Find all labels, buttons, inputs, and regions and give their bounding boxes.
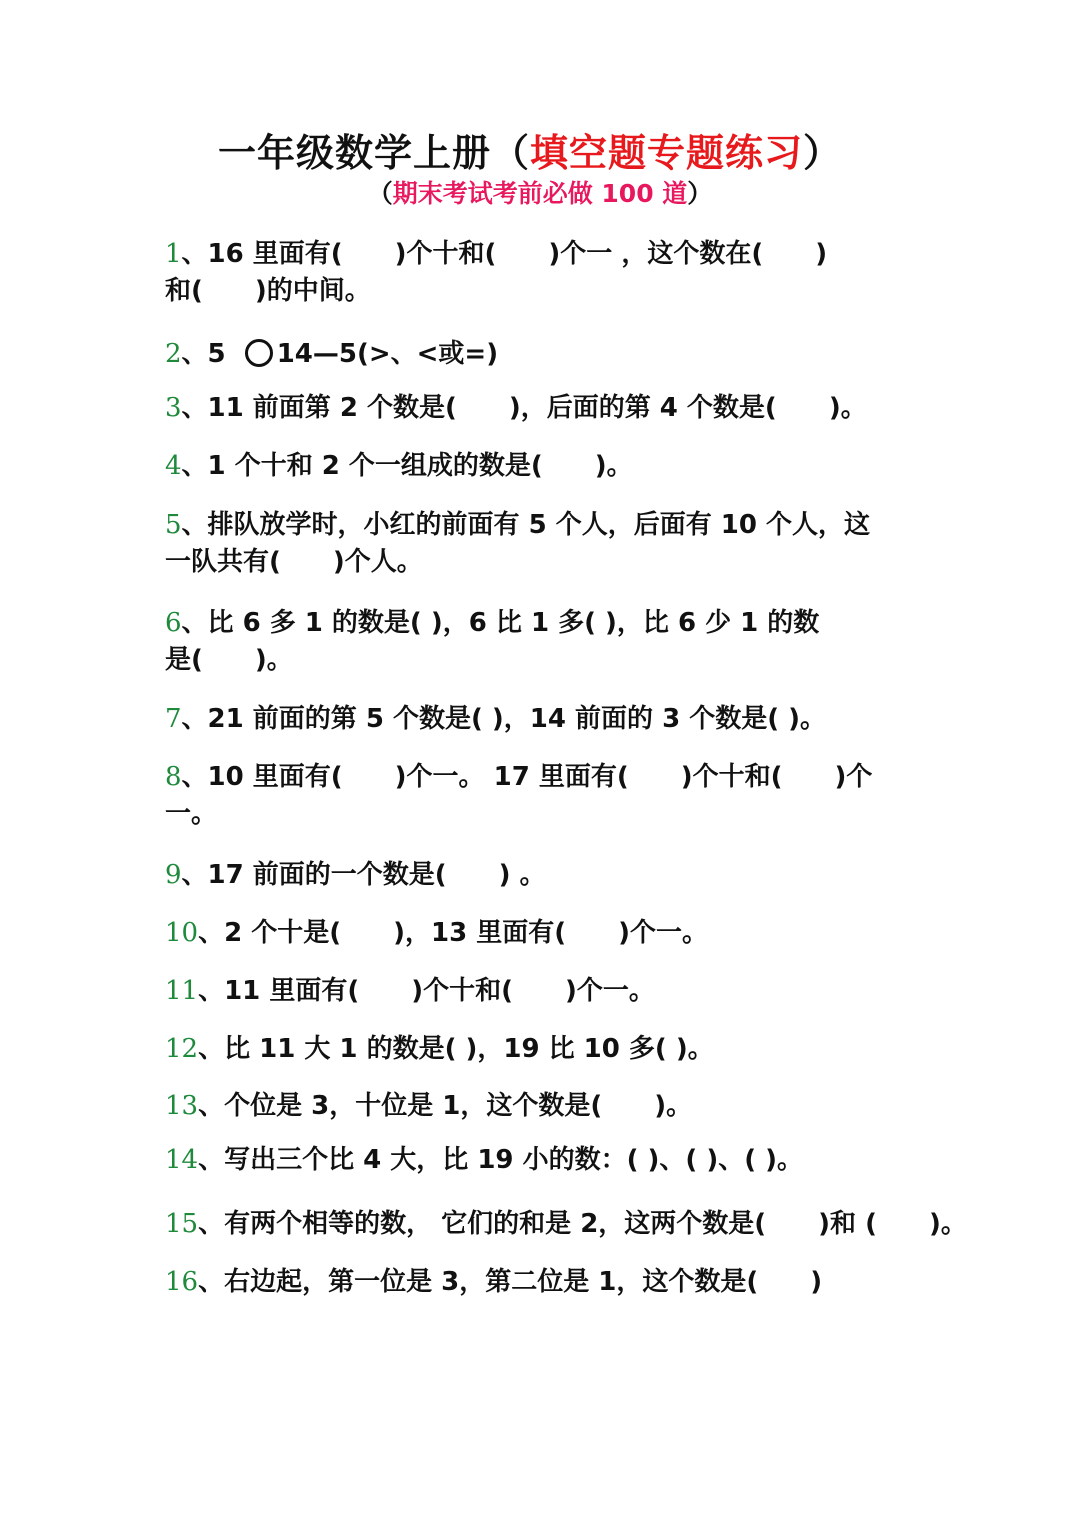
compare-circle-icon bbox=[245, 339, 273, 367]
question-text: 、有两个相等的数， 它们的和是 2，这两个数是( )和 ( )。 bbox=[198, 1209, 967, 1239]
page-title bbox=[0, 128, 1060, 178]
question-text-line2: 一队共有( )个人。 bbox=[165, 547, 423, 577]
question-number: 5 bbox=[165, 510, 182, 540]
question-1 bbox=[165, 236, 925, 310]
question-number: 8 bbox=[165, 762, 182, 792]
question-12 bbox=[165, 1031, 925, 1068]
question-text: 、17 前面的一个数是( ) 。 bbox=[181, 860, 546, 890]
question-number: 16 bbox=[165, 1267, 199, 1297]
question-number: 10 bbox=[165, 918, 199, 948]
question-text: 、5 bbox=[181, 339, 235, 369]
question-9 bbox=[165, 857, 925, 894]
subtitle-open: （ bbox=[367, 179, 393, 208]
title-close: ） bbox=[803, 131, 843, 175]
question-number: 15 bbox=[165, 1209, 199, 1239]
question-8 bbox=[165, 759, 925, 833]
question-number: 7 bbox=[165, 704, 182, 734]
question-text: 、11 前面第 2 个数是( )，后面的第 4 个数是( )。 bbox=[181, 393, 867, 423]
question-text: 、写出三个比 4 大，比 19 小的数：( )、( )、( )。 bbox=[198, 1145, 804, 1175]
question-text-line2: 和( )的中间。 bbox=[165, 276, 371, 306]
question-text: 、2 个十是( )，13 里面有( )个一。 bbox=[198, 918, 709, 948]
question-number: 6 bbox=[165, 608, 182, 638]
question-number: 1 bbox=[165, 239, 182, 269]
question-13 bbox=[165, 1088, 925, 1125]
subtitle-text: 期末考试考前必做 100 道 bbox=[392, 179, 688, 208]
question-3 bbox=[165, 390, 925, 427]
question-number: 12 bbox=[165, 1034, 199, 1064]
question-text-line2: 是( )。 bbox=[165, 645, 293, 675]
question-7 bbox=[165, 701, 925, 738]
question-16 bbox=[165, 1264, 925, 1301]
question-number: 3 bbox=[165, 393, 182, 423]
question-text: 、比 11 大 1 的数是( )，19 比 10 多( )。 bbox=[198, 1034, 714, 1064]
question-text-after: 14—5(>、<或=) bbox=[276, 339, 499, 369]
question-5 bbox=[165, 507, 925, 581]
question-text: 、10 里面有( )个一。 17 里面有( )个十和( )个 bbox=[181, 762, 873, 792]
title-main: 一年级数学上册（ bbox=[217, 131, 530, 175]
question-text: 、排队放学时，小红的前面有 5 个人，后面有 10 个人，这 bbox=[181, 510, 871, 540]
question-15 bbox=[165, 1206, 967, 1243]
subtitle-close: ） bbox=[687, 179, 713, 208]
question-text: 、21 前面的第 5 个数是( )，14 前面的 3 个数是( )。 bbox=[181, 704, 827, 734]
title-highlight: 填空题专题练习 bbox=[529, 131, 803, 175]
page-subtitle bbox=[0, 176, 1080, 212]
question-6 bbox=[165, 605, 925, 679]
question-14 bbox=[165, 1142, 925, 1179]
question-10 bbox=[165, 915, 925, 952]
question-text: 、个位是 3，十位是 1，这个数是( )。 bbox=[198, 1091, 693, 1121]
question-text: 、1 个十和 2 个一组成的数是( )。 bbox=[181, 451, 633, 481]
question-text-line2: 一。 bbox=[165, 799, 218, 829]
question-4 bbox=[165, 448, 925, 485]
question-number: 11 bbox=[165, 976, 199, 1006]
question-text: 、右边起，第一位是 3，第二位是 1，这个数是( ) bbox=[198, 1267, 823, 1297]
question-number: 4 bbox=[165, 451, 182, 481]
question-text: 、16 里面有( )个十和( )个一 ，这个数在( ) bbox=[181, 239, 828, 269]
question-number: 13 bbox=[165, 1091, 199, 1121]
question-2 bbox=[165, 336, 925, 373]
question-number: 14 bbox=[165, 1145, 199, 1175]
question-text: 、11 里面有( )个十和( )个一。 bbox=[198, 976, 655, 1006]
question-number: 9 bbox=[165, 860, 182, 890]
question-number: 2 bbox=[165, 339, 182, 369]
question-11 bbox=[165, 973, 925, 1010]
question-text: 、比 6 多 1 的数是( )，6 比 1 多( )，比 6 少 1 的数 bbox=[181, 608, 820, 638]
